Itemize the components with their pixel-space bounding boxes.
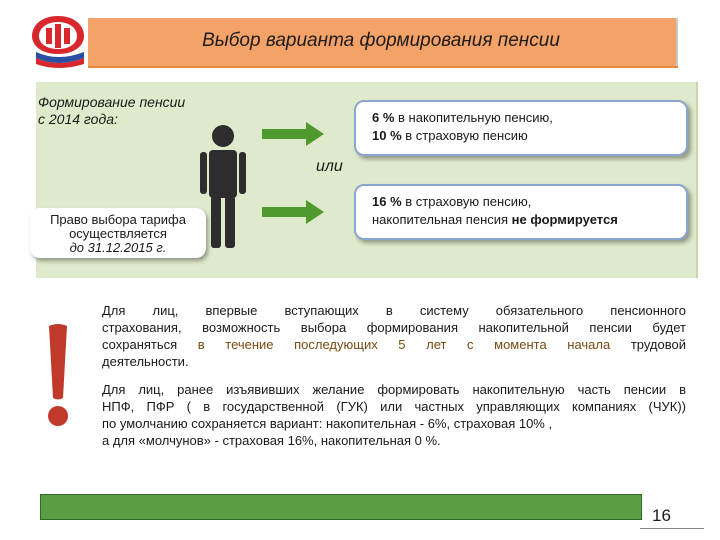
note2-line1: Для лиц, ранее изъявивших желание формировать накопительную часть пенсии в: [102, 382, 686, 397]
option2-line1: 16 % в страховую пенсию,: [372, 194, 532, 209]
footer-divider: [640, 528, 704, 529]
pfr-logo-icon: [28, 12, 88, 68]
note1-line2: страхования, возможность выбора формирования накопительной пенсии будет: [102, 320, 686, 335]
panel-heading: [38, 94, 258, 128]
page-number: 16: [652, 506, 671, 525]
note2-line2: НПФ, ПФР ( в государственной (ГУК) или частных управляющих компаниях (ЧУК)): [102, 399, 686, 414]
arrow-right-icon: [262, 200, 324, 224]
option-6-10-box: [354, 100, 688, 156]
note1-line3: сохраняться в течение последующих 5 лет с момента начала трудовой: [102, 337, 686, 352]
person-icon: [200, 124, 246, 248]
page-title: Выбор варианта формирования пенсии: [202, 30, 560, 51]
option2-line2: накопительная пенсия не формируется: [372, 212, 618, 227]
option1-line2: 10 % в страховую пенсию: [372, 128, 528, 143]
note2-line3: по умолчанию сохраняется вариант: накопительная - 6%, страховая 10% ,: [102, 416, 553, 431]
option1-line1: 6 % в накопительную пенсию,: [372, 110, 553, 125]
panel-heading-line1: Формирование пенсии: [38, 94, 186, 110]
exclamation-icon: [44, 322, 72, 428]
or-label: или: [316, 158, 343, 175]
choice-line1: Право выбора тарифа: [50, 212, 186, 227]
panel-heading-line2: с 2014 года:: [38, 111, 118, 127]
arrow-right-icon: [262, 122, 324, 146]
choice-line2: осуществляется: [69, 226, 167, 241]
option-16-box: [354, 184, 688, 240]
note2-line4: а для «молчунов» - страховая 16%, накопительная 0 %.: [102, 433, 441, 448]
choice-deadline: до 31.12.2015 г.: [69, 240, 167, 255]
note1-line4: деятельности.: [102, 354, 189, 369]
footer-bar: [40, 494, 642, 520]
note1-line1: Для лиц, впервые вступающих в систему обязательного пенсионного: [102, 303, 686, 318]
